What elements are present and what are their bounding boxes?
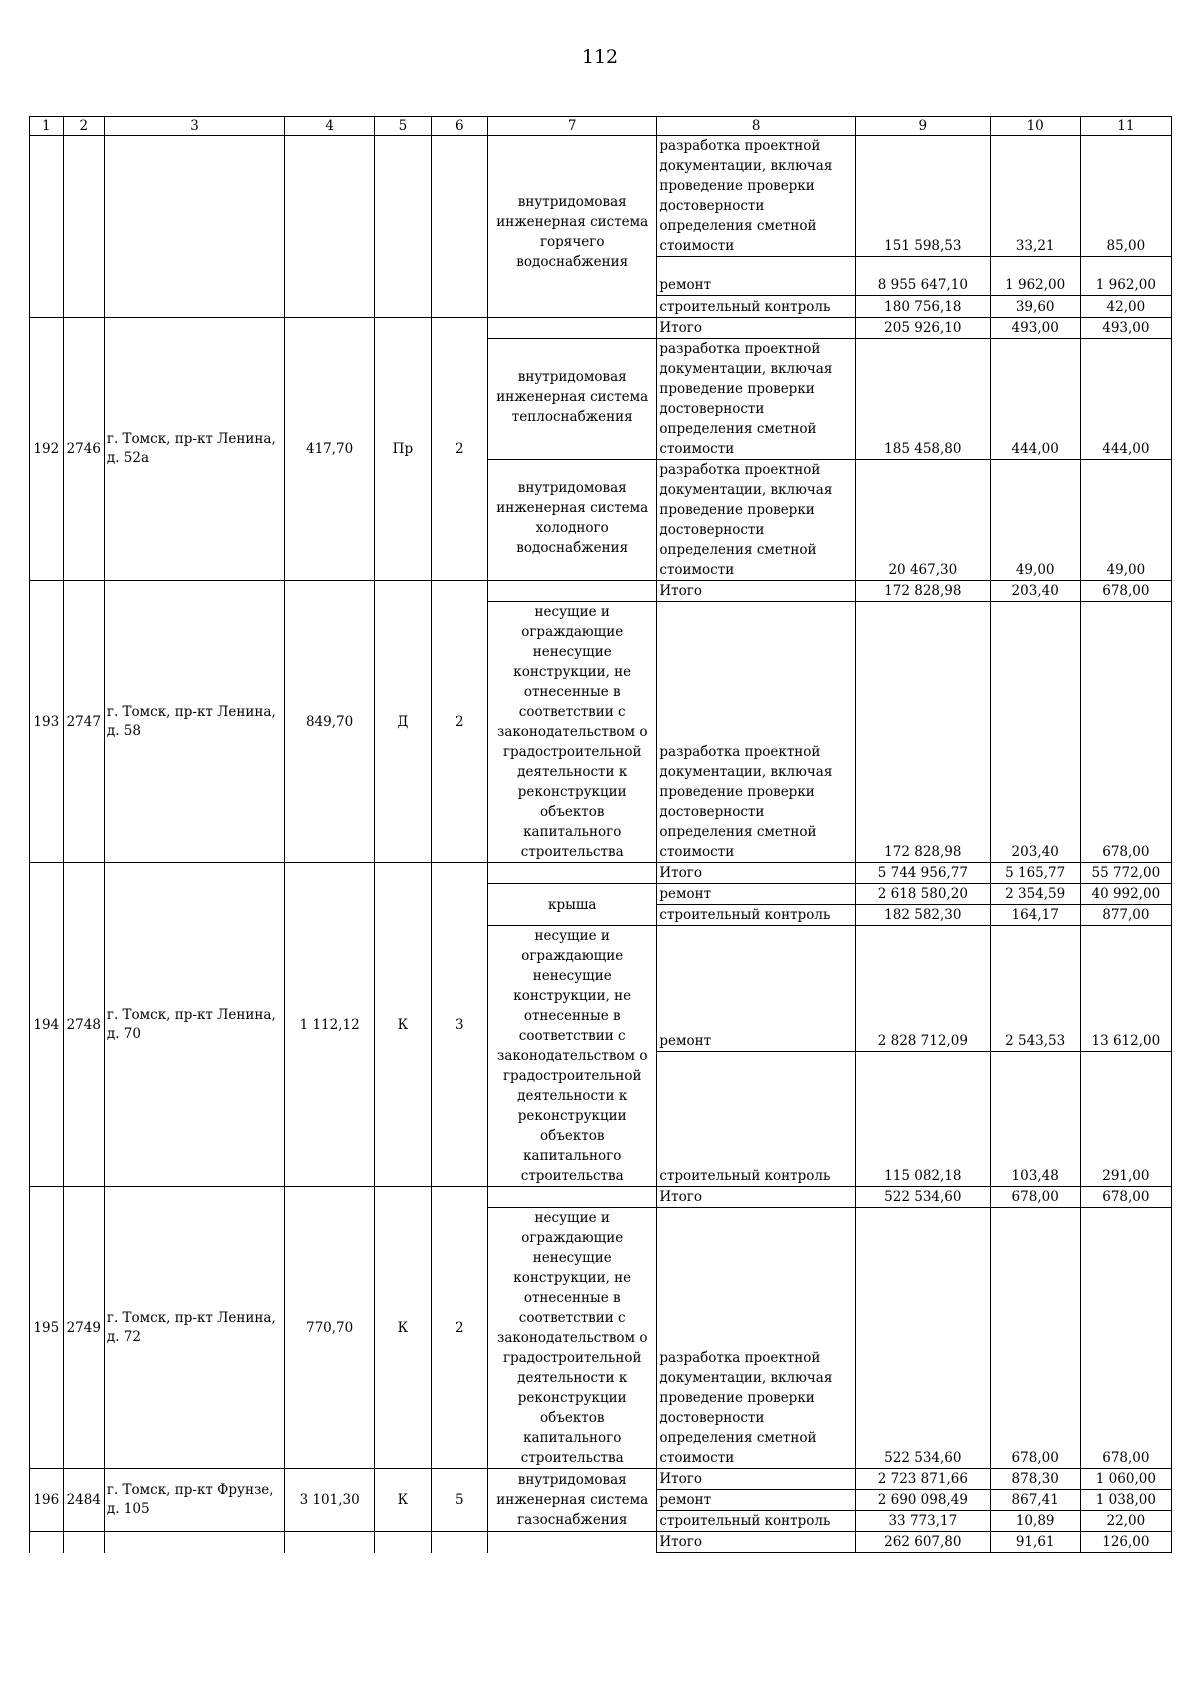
max-cost-cell: 13 612,00 bbox=[1080, 926, 1171, 1052]
unit-cost-cell: 678,00 bbox=[990, 1208, 1080, 1469]
table-row bbox=[30, 581, 1172, 602]
address-cell: г. Томск, пр-кт Ленина, д. 70 bbox=[104, 863, 284, 1187]
table-row bbox=[30, 318, 1172, 339]
floors-cell: 2 bbox=[431, 581, 487, 863]
max-cost-cell: 40 992,00 bbox=[1080, 884, 1171, 905]
cost-cell: 182 582,30 bbox=[856, 905, 991, 926]
total-label: Итого bbox=[657, 1469, 856, 1490]
max-cost-cell: 85,00 bbox=[1080, 136, 1171, 257]
total-max-cost: 678,00 bbox=[1080, 581, 1171, 602]
total-max-cost: 493,00 bbox=[1080, 318, 1171, 339]
unit-cost-cell: 203,40 bbox=[990, 602, 1080, 863]
address-cell: г. Томск, пр-кт Ленина, д. 58 bbox=[104, 581, 284, 863]
total-cost: 172 828,98 bbox=[856, 581, 991, 602]
column-header: 7 bbox=[488, 117, 657, 136]
type-cell: Д bbox=[375, 581, 431, 863]
object-id: 2748 bbox=[63, 863, 104, 1187]
floors-cell: 5 bbox=[431, 1469, 487, 1532]
cost-cell: 2 828 712,09 bbox=[856, 926, 991, 1052]
cost-cell: 33 773,17 bbox=[856, 1511, 991, 1532]
column-header: 8 bbox=[657, 117, 856, 136]
unit-cost-cell: 444,00 bbox=[990, 339, 1080, 460]
work-cell: строительный контроль bbox=[657, 1511, 856, 1532]
row-number: 192 bbox=[30, 318, 64, 581]
total-label: Итого bbox=[657, 863, 856, 884]
max-cost-cell: 1 038,00 bbox=[1080, 1490, 1171, 1511]
work-cell: разработка проектной документации, включая проведение проверки достоверности определения сметной стоимости bbox=[657, 602, 856, 863]
system-cell: внутридомовая инженерная система горячего водоснабжения bbox=[488, 136, 657, 318]
max-cost-cell: 49,00 bbox=[1080, 460, 1171, 581]
table-row bbox=[30, 1532, 1172, 1553]
table-row bbox=[30, 136, 1172, 257]
unit-cost-cell: 33,21 bbox=[990, 136, 1080, 257]
unit-cost-cell: 49,00 bbox=[990, 460, 1080, 581]
cost-cell: 180 756,18 bbox=[856, 296, 991, 318]
cost-cell: 2 618 580,20 bbox=[856, 884, 991, 905]
total-max-cost: 1 060,00 bbox=[1080, 1469, 1171, 1490]
total-unit-cost: 5 165,77 bbox=[990, 863, 1080, 884]
cost-cell: 2 690 098,49 bbox=[856, 1490, 991, 1511]
max-cost-cell: 22,00 bbox=[1080, 1511, 1171, 1532]
total-label: Итого bbox=[657, 1187, 856, 1208]
total-unit-cost: 878,30 bbox=[990, 1469, 1080, 1490]
total-cost: 2 723 871,66 bbox=[856, 1469, 991, 1490]
cost-cell: 151 598,53 bbox=[856, 136, 991, 257]
unit-cost-cell: 10,89 bbox=[990, 1511, 1080, 1532]
max-cost-cell: 678,00 bbox=[1080, 1208, 1171, 1469]
total-cost: 522 534,60 bbox=[856, 1187, 991, 1208]
column-number-row bbox=[30, 117, 1172, 136]
address-cell: г. Томск, пр-кт Ленина, д. 52а bbox=[104, 318, 284, 581]
total-max-cost: 678,00 bbox=[1080, 1187, 1171, 1208]
system-cell: несущие и ограждающие ненесущие конструкции, не отнесенные в соответствии с законодательством о градостроительной деятельности к реконструкции объектов капитального строительства bbox=[488, 602, 657, 863]
object-id: 2749 bbox=[63, 1187, 104, 1469]
area-cell: 770,70 bbox=[285, 1187, 375, 1469]
system-cell: внутридомовая инженерная система холодного водоснабжения bbox=[488, 460, 657, 581]
cost-cell: 20 467,30 bbox=[856, 460, 991, 581]
page-number: 112 bbox=[581, 46, 619, 68]
total-label: Итого bbox=[657, 1532, 856, 1553]
repair-program-table bbox=[29, 116, 1172, 1553]
total-unit-cost: 91,61 bbox=[990, 1532, 1080, 1553]
max-cost-cell: 877,00 bbox=[1080, 905, 1171, 926]
system-cell: несущие и ограждающие ненесущие конструкции, не отнесенные в соответствии с законодательством о градостроительной деятельности к реконструкции объектов капитального строительства bbox=[488, 926, 657, 1187]
work-cell: ремонт bbox=[657, 257, 856, 296]
address-cell: г. Томск, пр-кт Фрунзе, д. 105 bbox=[104, 1469, 284, 1532]
work-cell: ремонт bbox=[657, 1490, 856, 1511]
table-row bbox=[30, 1469, 1172, 1490]
object-id: 2484 bbox=[63, 1469, 104, 1532]
system-cell: внутридомовая инженерная система теплоснабжения bbox=[488, 339, 657, 460]
system-cell: внутридомовая инженерная система газоснабжения bbox=[488, 1469, 657, 1532]
total-max-cost: 55 772,00 bbox=[1080, 863, 1171, 884]
total-unit-cost: 678,00 bbox=[990, 1187, 1080, 1208]
total-label: Итого bbox=[657, 581, 856, 602]
work-cell: ремонт bbox=[657, 884, 856, 905]
unit-cost-cell: 103,48 bbox=[990, 1052, 1080, 1187]
work-cell: разработка проектной документации, включая проведение проверки достоверности определения сметной стоимости bbox=[657, 136, 856, 257]
work-cell: разработка проектной документации, включая проведение проверки достоверности определения сметной стоимости bbox=[657, 1208, 856, 1469]
unit-cost-cell: 39,60 bbox=[990, 296, 1080, 318]
column-header: 11 bbox=[1080, 117, 1171, 136]
cost-cell: 115 082,18 bbox=[856, 1052, 991, 1187]
total-cost: 262 607,80 bbox=[856, 1532, 991, 1553]
total-unit-cost: 203,40 bbox=[990, 581, 1080, 602]
column-header: 4 bbox=[285, 117, 375, 136]
total-cost: 5 744 956,77 bbox=[856, 863, 991, 884]
column-header: 10 bbox=[990, 117, 1080, 136]
column-header: 1 bbox=[30, 117, 64, 136]
floors-cell: 2 bbox=[431, 318, 487, 581]
table-row bbox=[30, 1187, 1172, 1208]
total-unit-cost: 493,00 bbox=[990, 318, 1080, 339]
object-id: 2746 bbox=[63, 318, 104, 581]
work-cell: ремонт bbox=[657, 926, 856, 1052]
row-number: 195 bbox=[30, 1187, 64, 1469]
row-number: 196 bbox=[30, 1469, 64, 1532]
row-number: 193 bbox=[30, 581, 64, 863]
unit-cost-cell: 867,41 bbox=[990, 1490, 1080, 1511]
cost-cell: 172 828,98 bbox=[856, 602, 991, 863]
address-cell: г. Томск, пр-кт Ленина, д. 72 bbox=[104, 1187, 284, 1469]
unit-cost-cell: 1 962,00 bbox=[990, 257, 1080, 296]
work-cell: разработка проектной документации, включая проведение проверки достоверности определения сметной стоимости bbox=[657, 460, 856, 581]
floors-cell: 3 bbox=[431, 863, 487, 1187]
unit-cost-cell: 164,17 bbox=[990, 905, 1080, 926]
system-cell: крыша bbox=[488, 884, 657, 926]
max-cost-cell: 291,00 bbox=[1080, 1052, 1171, 1187]
object-id: 2747 bbox=[63, 581, 104, 863]
type-cell: К bbox=[375, 1469, 431, 1532]
column-header: 9 bbox=[856, 117, 991, 136]
table-row bbox=[30, 863, 1172, 884]
max-cost-cell: 42,00 bbox=[1080, 296, 1171, 318]
total-max-cost: 126,00 bbox=[1080, 1532, 1171, 1553]
max-cost-cell: 444,00 bbox=[1080, 339, 1171, 460]
area-cell: 1 112,12 bbox=[285, 863, 375, 1187]
type-cell: К bbox=[375, 1187, 431, 1469]
cost-cell: 185 458,80 bbox=[856, 339, 991, 460]
floors-cell: 2 bbox=[431, 1187, 487, 1469]
type-cell: Пр bbox=[375, 318, 431, 581]
cost-cell: 522 534,60 bbox=[856, 1208, 991, 1469]
row-number: 194 bbox=[30, 863, 64, 1187]
cost-cell: 8 955 647,10 bbox=[856, 257, 991, 296]
work-cell: строительный контроль bbox=[657, 1052, 856, 1187]
area-cell: 3 101,30 bbox=[285, 1469, 375, 1532]
column-header: 6 bbox=[431, 117, 487, 136]
total-label: Итого bbox=[657, 318, 856, 339]
unit-cost-cell: 2 354,59 bbox=[990, 884, 1080, 905]
column-header: 5 bbox=[375, 117, 431, 136]
work-cell: строительный контроль bbox=[657, 905, 856, 926]
total-cost: 205 926,10 bbox=[856, 318, 991, 339]
area-cell: 849,70 bbox=[285, 581, 375, 863]
system-cell: несущие и ограждающие ненесущие конструкции, не отнесенные в соответствии с законодательством о градостроительной деятельности к реконструкции объектов капитального строительства bbox=[488, 1208, 657, 1469]
area-cell: 417,70 bbox=[285, 318, 375, 581]
max-cost-cell: 678,00 bbox=[1080, 602, 1171, 863]
type-cell: К bbox=[375, 863, 431, 1187]
column-header: 2 bbox=[63, 117, 104, 136]
column-header: 3 bbox=[104, 117, 284, 136]
work-cell: разработка проектной документации, включая проведение проверки достоверности определения сметной стоимости bbox=[657, 339, 856, 460]
unit-cost-cell: 2 543,53 bbox=[990, 926, 1080, 1052]
work-cell: строительный контроль bbox=[657, 296, 856, 318]
max-cost-cell: 1 962,00 bbox=[1080, 257, 1171, 296]
